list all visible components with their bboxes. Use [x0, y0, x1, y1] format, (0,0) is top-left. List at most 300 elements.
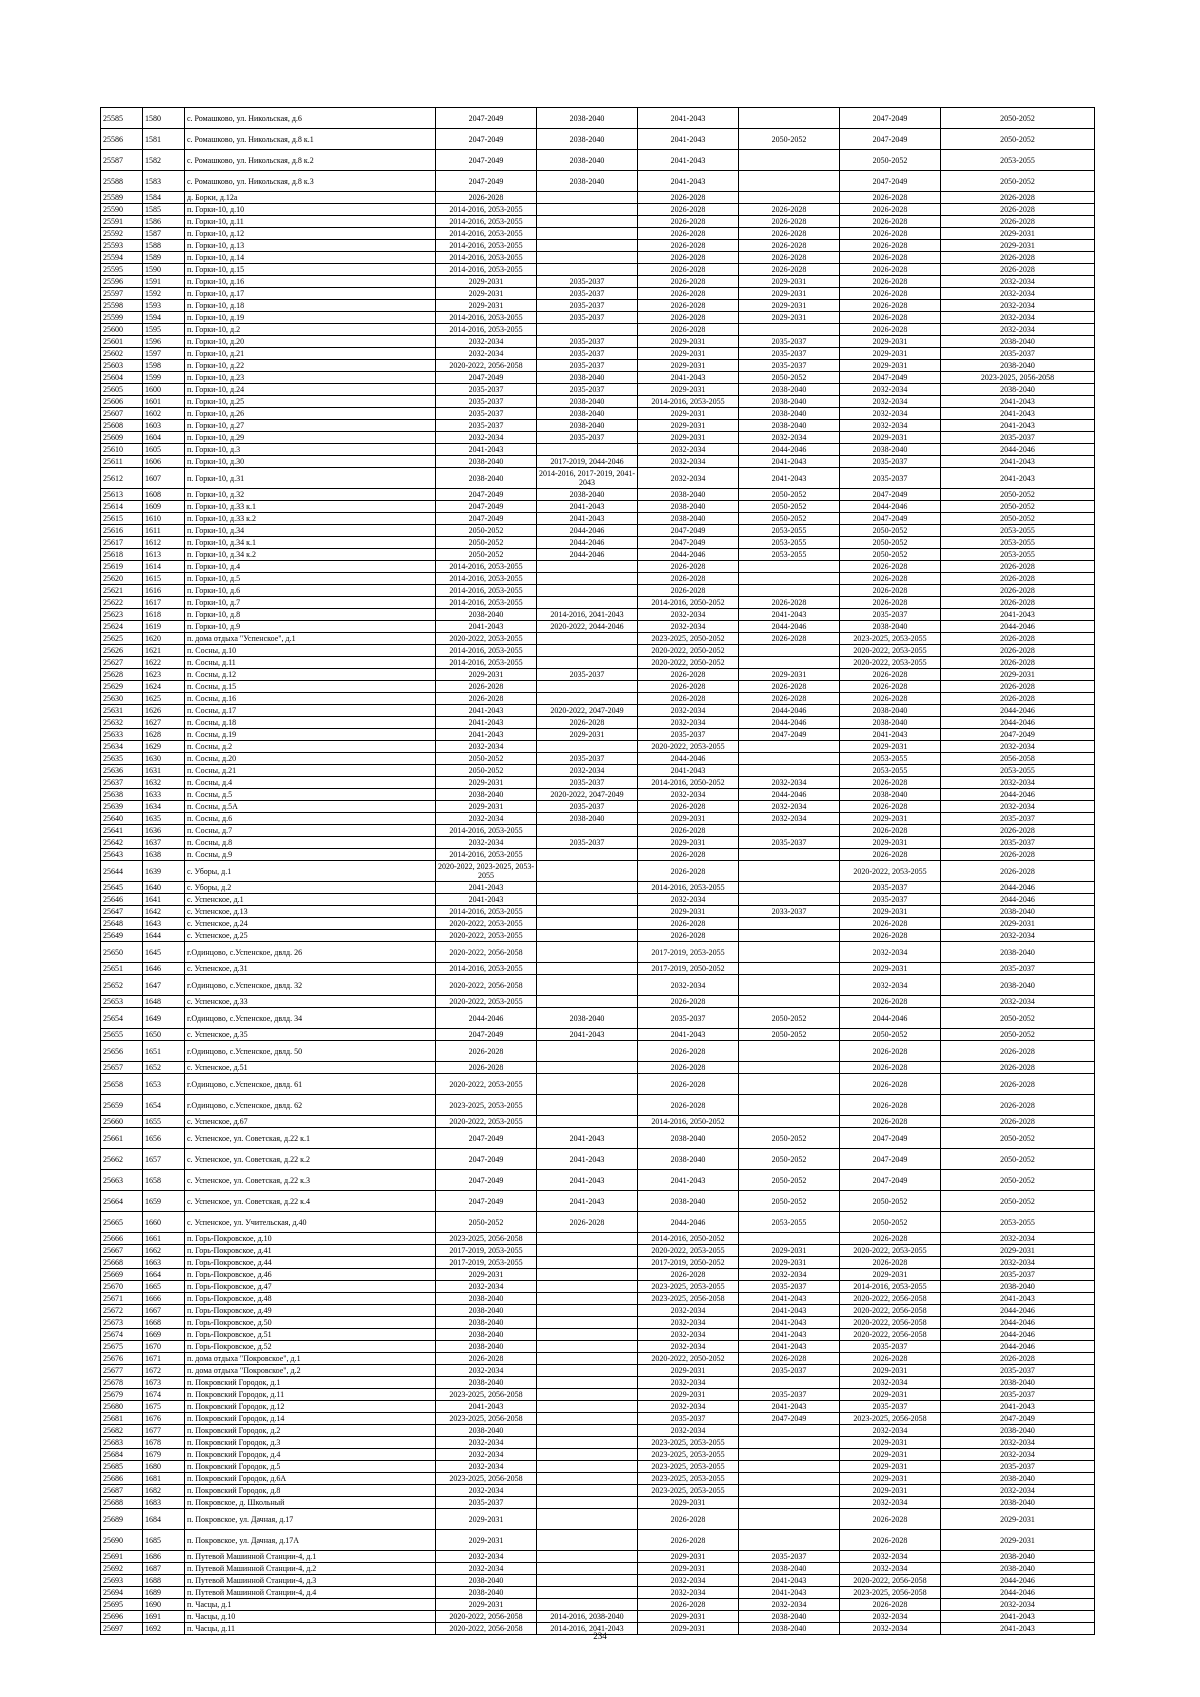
cell-house-number: 1591 — [143, 276, 185, 288]
cell-house-number: 1605 — [143, 444, 185, 456]
cell-period-1: 2029-2031 — [436, 1509, 537, 1530]
cell-period-3: 2029-2031 — [638, 1389, 739, 1401]
cell-period-6: 2041-2043 — [941, 609, 1095, 621]
cell-period-5: 2029-2031 — [840, 1365, 941, 1377]
cell-period-5: 2026-2028 — [840, 1257, 941, 1269]
cell-period-2 — [537, 930, 638, 942]
cell-row-index: 25634 — [101, 741, 143, 753]
cell-period-2: 2035-2037 — [537, 384, 638, 396]
cell-period-1: 2047-2049 — [436, 1029, 537, 1041]
table-row — [101, 1029, 1095, 1041]
cell-address: с. Успенское, д.25 — [185, 930, 436, 942]
cell-address: с. Ромашково, ул. Никольская, д.6 — [185, 108, 436, 129]
cell-row-index: 25614 — [101, 501, 143, 513]
cell-period-3: 2032-2034 — [638, 705, 739, 717]
table-row — [101, 1473, 1095, 1485]
table-row — [101, 1116, 1095, 1128]
cell-period-6: 2035-2037 — [941, 348, 1095, 360]
cell-house-number: 1610 — [143, 513, 185, 525]
table-row — [101, 1341, 1095, 1353]
cell-period-2 — [537, 1401, 638, 1413]
cell-period-6: 2050-2052 — [941, 129, 1095, 150]
cell-house-number: 1638 — [143, 849, 185, 861]
cell-period-6: 2026-2028 — [941, 204, 1095, 216]
cell-house-number: 1656 — [143, 1128, 185, 1149]
cell-row-index: 25629 — [101, 681, 143, 693]
cell-period-6: 2026-2028 — [941, 252, 1095, 264]
cell-period-6: 2029-2031 — [941, 228, 1095, 240]
cell-period-4: 2038-2040 — [739, 1611, 840, 1623]
cell-period-3: 2029-2031 — [638, 1497, 739, 1509]
cell-period-4: 2050-2052 — [739, 501, 840, 513]
cell-period-3: 2026-2028 — [638, 312, 739, 324]
cell-address: п. Горки-10, д.18 — [185, 300, 436, 312]
cell-row-index: 25619 — [101, 561, 143, 573]
cell-period-2: 2041-2043 — [537, 1191, 638, 1212]
cell-period-2 — [537, 906, 638, 918]
cell-row-index: 25635 — [101, 753, 143, 765]
cell-period-6: 2044-2046 — [941, 1575, 1095, 1587]
cell-period-1: 2023-2025, 2056-2058 — [436, 1413, 537, 1425]
cell-period-5: 2029-2031 — [840, 813, 941, 825]
cell-period-3: 2032-2034 — [638, 1329, 739, 1341]
cell-row-index: 25641 — [101, 825, 143, 837]
table-row — [101, 918, 1095, 930]
cell-period-3: 2029-2031 — [638, 1611, 739, 1623]
cell-period-4 — [739, 657, 840, 669]
cell-house-number: 1617 — [143, 597, 185, 609]
cell-period-4: 2041-2043 — [739, 468, 840, 489]
table-row — [101, 288, 1095, 300]
cell-period-4: 2026-2028 — [739, 240, 840, 252]
cell-period-1: 2014-2016, 2053-2055 — [436, 825, 537, 837]
cell-period-4: 2026-2028 — [739, 1353, 840, 1365]
cell-period-4: 2035-2037 — [739, 336, 840, 348]
cell-house-number: 1600 — [143, 384, 185, 396]
cell-period-4 — [739, 861, 840, 882]
cell-period-2: 2014-2016, 2038-2040 — [537, 1611, 638, 1623]
cell-house-number: 1593 — [143, 300, 185, 312]
cell-house-number: 1647 — [143, 975, 185, 996]
cell-period-1: 2020-2022, 2056-2058 — [436, 975, 537, 996]
cell-period-6: 2038-2040 — [941, 1497, 1095, 1509]
cell-period-1: 2029-2031 — [436, 777, 537, 789]
cell-address: п. Горки-10, д.29 — [185, 432, 436, 444]
cell-period-5: 2047-2049 — [840, 1128, 941, 1149]
cell-period-1: 2038-2040 — [436, 1425, 537, 1437]
cell-address: п. Покровский Городок, д.1 — [185, 1377, 436, 1389]
table-row — [101, 549, 1095, 561]
cell-period-4: 2053-2055 — [739, 1212, 840, 1233]
cell-period-5: 2050-2052 — [840, 1212, 941, 1233]
cell-period-2: 2044-2046 — [537, 549, 638, 561]
cell-period-6: 2044-2046 — [941, 621, 1095, 633]
cell-period-3: 2014-2016, 2053-2055 — [638, 396, 739, 408]
cell-period-3: 2023-2025, 2053-2055 — [638, 1449, 739, 1461]
cell-period-5: 2026-2028 — [840, 930, 941, 942]
cell-address: с. Успенское, д.67 — [185, 1116, 436, 1128]
cell-house-number: 1678 — [143, 1437, 185, 1449]
cell-period-2 — [537, 681, 638, 693]
cell-period-6: 2029-2031 — [941, 918, 1095, 930]
cell-address: с. Успенское, ул. Советская, д.22 к.1 — [185, 1128, 436, 1149]
cell-row-index: 25665 — [101, 1212, 143, 1233]
cell-period-3: 2026-2028 — [638, 561, 739, 573]
table-row — [101, 669, 1095, 681]
cell-period-6: 2038-2040 — [941, 1563, 1095, 1575]
table-row — [101, 1257, 1095, 1269]
cell-period-3: 2026-2028 — [638, 216, 739, 228]
cell-house-number: 1691 — [143, 1611, 185, 1623]
cell-row-index: 25594 — [101, 252, 143, 264]
cell-house-number: 1688 — [143, 1575, 185, 1587]
cell-period-4: 2038-2040 — [739, 396, 840, 408]
cell-period-5: 2026-2028 — [840, 324, 941, 336]
cell-period-2 — [537, 1551, 638, 1563]
cell-period-2 — [537, 1041, 638, 1062]
cell-house-number: 1679 — [143, 1449, 185, 1461]
cell-period-3: 2029-2031 — [638, 408, 739, 420]
cell-period-1: 2035-2037 — [436, 384, 537, 396]
cell-row-index: 25647 — [101, 906, 143, 918]
cell-period-1: 2014-2016, 2053-2055 — [436, 585, 537, 597]
cell-period-3: 2041-2043 — [638, 1170, 739, 1191]
cell-house-number: 1677 — [143, 1425, 185, 1437]
cell-house-number: 1662 — [143, 1245, 185, 1257]
cell-address: п. Горь-Покровское, д.41 — [185, 1245, 436, 1257]
cell-period-4: 2029-2031 — [739, 288, 840, 300]
cell-house-number: 1613 — [143, 549, 185, 561]
table-row — [101, 1509, 1095, 1530]
cell-period-5: 2026-2028 — [840, 240, 941, 252]
cell-period-6: 2038-2040 — [941, 1425, 1095, 1437]
cell-period-4: 2029-2031 — [739, 669, 840, 681]
cell-house-number: 1616 — [143, 585, 185, 597]
cell-row-index: 25593 — [101, 240, 143, 252]
cell-address: д. Борки, д.12а — [185, 192, 436, 204]
cell-address: п. Путевой Машинной Станции-4, д.3 — [185, 1575, 436, 1587]
cell-period-3: 2023-2025, 2053-2055 — [638, 1473, 739, 1485]
cell-house-number: 1687 — [143, 1563, 185, 1575]
cell-period-6: 2032-2034 — [941, 1437, 1095, 1449]
cell-period-1: 2014-2016, 2053-2055 — [436, 204, 537, 216]
cell-period-4: 2044-2046 — [739, 717, 840, 729]
cell-period-3: 2026-2028 — [638, 1509, 739, 1530]
table-row — [101, 906, 1095, 918]
cell-house-number: 1584 — [143, 192, 185, 204]
cell-house-number: 1671 — [143, 1353, 185, 1365]
cell-period-5: 2032-2034 — [840, 1425, 941, 1437]
cell-period-1: 2020-2022, 2023-2025, 2053-2055 — [436, 861, 537, 882]
cell-address: г.Одинцово, с.Успенское, двлд. 34 — [185, 1008, 436, 1029]
cell-period-2 — [537, 240, 638, 252]
cell-address: п. Сосны, д.15 — [185, 681, 436, 693]
table-row — [101, 561, 1095, 573]
cell-period-3: 2017-2019, 2050-2052 — [638, 1257, 739, 1269]
cell-address: с. Ромашково, ул. Никольская, д.8 к.1 — [185, 129, 436, 150]
cell-period-4 — [739, 1095, 840, 1116]
cell-period-3: 2026-2028 — [638, 1074, 739, 1095]
cell-period-4: 2029-2031 — [739, 276, 840, 288]
cell-address: п. Горки-10, д.23 — [185, 372, 436, 384]
cell-house-number: 1623 — [143, 669, 185, 681]
cell-period-1: 2020-2022, 2056-2058 — [436, 360, 537, 372]
cell-period-4 — [739, 825, 840, 837]
cell-period-2 — [537, 1497, 638, 1509]
cell-period-1: 2047-2049 — [436, 108, 537, 129]
cell-house-number: 1686 — [143, 1551, 185, 1563]
table-row — [101, 975, 1095, 996]
cell-address: с. Уборы, д.1 — [185, 861, 436, 882]
cell-period-1: 2014-2016, 2053-2055 — [436, 240, 537, 252]
cell-period-3: 2041-2043 — [638, 372, 739, 384]
cell-period-3: 2020-2022, 2050-2052 — [638, 1353, 739, 1365]
table-row — [101, 1329, 1095, 1341]
cell-period-6: 2026-2028 — [941, 264, 1095, 276]
table-row — [101, 1095, 1095, 1116]
cell-period-2 — [537, 996, 638, 1008]
cell-period-5: 2026-2028 — [840, 264, 941, 276]
cell-period-2 — [537, 825, 638, 837]
cell-period-2 — [537, 573, 638, 585]
cell-house-number: 1654 — [143, 1095, 185, 1116]
cell-house-number: 1581 — [143, 129, 185, 150]
cell-row-index: 25643 — [101, 849, 143, 861]
cell-period-5: 2026-2028 — [840, 585, 941, 597]
cell-period-1: 2020-2022, 2056-2058 — [436, 1611, 537, 1623]
cell-address: с. Уборы, д.2 — [185, 882, 436, 894]
cell-period-1: 2032-2034 — [436, 741, 537, 753]
cell-period-6: 2035-2037 — [941, 1389, 1095, 1401]
cell-row-index: 25639 — [101, 801, 143, 813]
table-row — [101, 573, 1095, 585]
cell-period-6: 2032-2034 — [941, 801, 1095, 813]
cell-period-4 — [739, 930, 840, 942]
cell-period-2 — [537, 1485, 638, 1497]
cell-period-6: 2056-2058 — [941, 753, 1095, 765]
table-row — [101, 894, 1095, 906]
cell-period-2: 2038-2040 — [537, 129, 638, 150]
cell-address: п. Горь-Покровское, д.46 — [185, 1269, 436, 1281]
cell-row-index: 25693 — [101, 1575, 143, 1587]
cell-period-4 — [739, 1449, 840, 1461]
cell-house-number: 1640 — [143, 882, 185, 894]
cell-period-2 — [537, 975, 638, 996]
table-row — [101, 444, 1095, 456]
cell-period-1: 2014-2016, 2053-2055 — [436, 264, 537, 276]
cell-period-3: 2035-2037 — [638, 1008, 739, 1029]
cell-address: п. дома отдыха "Покровское", д.1 — [185, 1353, 436, 1365]
table-row — [101, 204, 1095, 216]
cell-address: п. Покровский Городок, д.6А — [185, 1473, 436, 1485]
cell-period-2 — [537, 633, 638, 645]
cell-period-5: 2047-2049 — [840, 108, 941, 129]
cell-row-index: 25685 — [101, 1461, 143, 1473]
cell-address: п. Горки-10, д.13 — [185, 240, 436, 252]
cell-address: г.Одинцово, с.Успенское, двлд. 50 — [185, 1041, 436, 1062]
cell-period-6: 2050-2052 — [941, 1029, 1095, 1041]
cell-period-1: 2047-2049 — [436, 129, 537, 150]
table-row — [101, 1563, 1095, 1575]
cell-address: п. Горь-Покровское, д.52 — [185, 1341, 436, 1353]
cell-period-1: 2014-2016, 2053-2055 — [436, 849, 537, 861]
cell-house-number: 1673 — [143, 1377, 185, 1389]
cell-period-4: 2044-2046 — [739, 705, 840, 717]
table-row — [101, 1461, 1095, 1473]
cell-period-4: 2050-2052 — [739, 1191, 840, 1212]
cell-address: п. Сосны, д.17 — [185, 705, 436, 717]
cell-period-1: 2050-2052 — [436, 549, 537, 561]
cell-period-5: 2032-2034 — [840, 1611, 941, 1623]
table-row — [101, 324, 1095, 336]
cell-row-index: 25674 — [101, 1329, 143, 1341]
table-row — [101, 408, 1095, 420]
cell-period-2: 2020-2022, 2047-2049 — [537, 705, 638, 717]
cell-period-2 — [537, 1062, 638, 1074]
cell-period-6: 2032-2034 — [941, 741, 1095, 753]
cell-house-number: 1624 — [143, 681, 185, 693]
table-row — [101, 525, 1095, 537]
cell-period-3: 2032-2034 — [638, 1587, 739, 1599]
cell-period-6: 2026-2028 — [941, 861, 1095, 882]
cell-address: п. Покровское, ул. Дачная, д.17 — [185, 1509, 436, 1530]
table-row — [101, 633, 1095, 645]
cell-period-5: 2029-2031 — [840, 1269, 941, 1281]
cell-period-3: 2026-2028 — [638, 192, 739, 204]
cell-address: с. Успенское, ул. Советская, д.22 к.2 — [185, 1149, 436, 1170]
cell-period-5: 2047-2049 — [840, 513, 941, 525]
cell-period-3: 2026-2028 — [638, 1530, 739, 1551]
cell-period-6: 2029-2031 — [941, 1245, 1095, 1257]
cell-period-1: 2038-2040 — [436, 1317, 537, 1329]
cell-period-3: 2038-2040 — [638, 1128, 739, 1149]
cell-row-index: 25638 — [101, 789, 143, 801]
cell-row-index: 25660 — [101, 1116, 143, 1128]
table-row — [101, 372, 1095, 384]
cell-house-number: 1615 — [143, 573, 185, 585]
cell-period-4: 2035-2037 — [739, 1365, 840, 1377]
cell-period-6: 2050-2052 — [941, 1149, 1095, 1170]
cell-period-2 — [537, 1317, 638, 1329]
cell-address: п. Горки-10, д.22 — [185, 360, 436, 372]
cell-period-4 — [739, 765, 840, 777]
cell-period-1: 2032-2034 — [436, 1461, 537, 1473]
cell-period-4: 2032-2034 — [739, 1269, 840, 1281]
cell-period-6: 2032-2034 — [941, 1233, 1095, 1245]
cell-period-4 — [739, 585, 840, 597]
cell-address: п. Сосны, д.5 — [185, 789, 436, 801]
cell-period-4 — [739, 108, 840, 129]
cell-period-5: 2026-2028 — [840, 825, 941, 837]
cell-row-index: 25602 — [101, 348, 143, 360]
cell-period-3: 2044-2046 — [638, 549, 739, 561]
cell-row-index: 25654 — [101, 1008, 143, 1029]
cell-house-number: 1585 — [143, 204, 185, 216]
cell-period-3: 2026-2028 — [638, 681, 739, 693]
cell-address: п. Горь-Покровское, д.47 — [185, 1281, 436, 1293]
cell-period-6: 2053-2055 — [941, 1212, 1095, 1233]
cell-period-6: 2032-2034 — [941, 1485, 1095, 1497]
cell-period-5: 2026-2028 — [840, 777, 941, 789]
cell-period-3: 2014-2016, 2050-2052 — [638, 1116, 739, 1128]
cell-period-2 — [537, 882, 638, 894]
cell-period-1: 2047-2049 — [436, 150, 537, 171]
cell-address: п. Горки-10, д.21 — [185, 348, 436, 360]
cell-period-5: 2020-2022, 2056-2058 — [840, 1329, 941, 1341]
cell-period-2 — [537, 1305, 638, 1317]
table-row — [101, 657, 1095, 669]
cell-period-1: 2014-2016, 2053-2055 — [436, 573, 537, 585]
cell-house-number: 1643 — [143, 918, 185, 930]
cell-house-number: 1690 — [143, 1599, 185, 1611]
cell-address: п. Горки-10, д.4 — [185, 561, 436, 573]
cell-period-2: 2035-2037 — [537, 669, 638, 681]
cell-row-index: 25620 — [101, 573, 143, 585]
cell-address: п. Горки-10, д.19 — [185, 312, 436, 324]
cell-row-index: 25667 — [101, 1245, 143, 1257]
cell-period-1: 2029-2031 — [436, 1269, 537, 1281]
cell-row-index: 25630 — [101, 693, 143, 705]
cell-period-2: 2038-2040 — [537, 150, 638, 171]
cell-period-2 — [537, 444, 638, 456]
cell-period-4: 2026-2028 — [739, 681, 840, 693]
table-body — [101, 108, 1095, 1635]
cell-period-1: 2026-2028 — [436, 693, 537, 705]
cell-row-index: 25691 — [101, 1551, 143, 1563]
table-row — [101, 963, 1095, 975]
cell-house-number: 1580 — [143, 108, 185, 129]
cell-period-4: 2041-2043 — [739, 456, 840, 468]
cell-period-4 — [739, 1041, 840, 1062]
cell-row-index: 25661 — [101, 1128, 143, 1149]
cell-period-2: 2038-2040 — [537, 1008, 638, 1029]
cell-period-1: 2020-2022, 2056-2058 — [436, 1623, 537, 1635]
cell-house-number: 1646 — [143, 963, 185, 975]
cell-period-3: 2032-2034 — [638, 468, 739, 489]
cell-period-6: 2044-2046 — [941, 1317, 1095, 1329]
cell-period-5: 2029-2031 — [840, 1389, 941, 1401]
cell-address: п. дома отдыха "Покровское", д.2 — [185, 1365, 436, 1377]
cell-period-4: 2041-2043 — [739, 1329, 840, 1341]
table-row — [101, 942, 1095, 963]
cell-period-5: 2047-2049 — [840, 171, 941, 192]
cell-address: п. Путевой Машинной Станции-4, д.1 — [185, 1551, 436, 1563]
cell-period-5: 2026-2028 — [840, 849, 941, 861]
cell-period-5: 2026-2028 — [840, 681, 941, 693]
cell-period-3: 2047-2049 — [638, 525, 739, 537]
cell-address: п. Часцы, д.1 — [185, 1599, 436, 1611]
cell-house-number: 1607 — [143, 468, 185, 489]
table-row — [101, 1062, 1095, 1074]
cell-period-5: 2032-2034 — [840, 975, 941, 996]
cell-period-3: 2026-2028 — [638, 252, 739, 264]
cell-period-6: 2041-2043 — [941, 1623, 1095, 1635]
cell-period-1: 2014-2016, 2053-2055 — [436, 645, 537, 657]
cell-period-5: 2026-2028 — [840, 996, 941, 1008]
cell-period-2 — [537, 216, 638, 228]
cell-period-6: 2050-2052 — [941, 108, 1095, 129]
cell-house-number: 1664 — [143, 1269, 185, 1281]
cell-address: с. Успенское, д.13 — [185, 906, 436, 918]
cell-house-number: 1657 — [143, 1149, 185, 1170]
cell-row-index: 25598 — [101, 300, 143, 312]
cell-period-4: 2035-2037 — [739, 348, 840, 360]
cell-period-4: 2038-2040 — [739, 420, 840, 432]
table-row — [101, 456, 1095, 468]
cell-period-4: 2047-2049 — [739, 1413, 840, 1425]
cell-address: п. Сосны, д.19 — [185, 729, 436, 741]
cell-period-5: 2020-2022, 2056-2058 — [840, 1317, 941, 1329]
